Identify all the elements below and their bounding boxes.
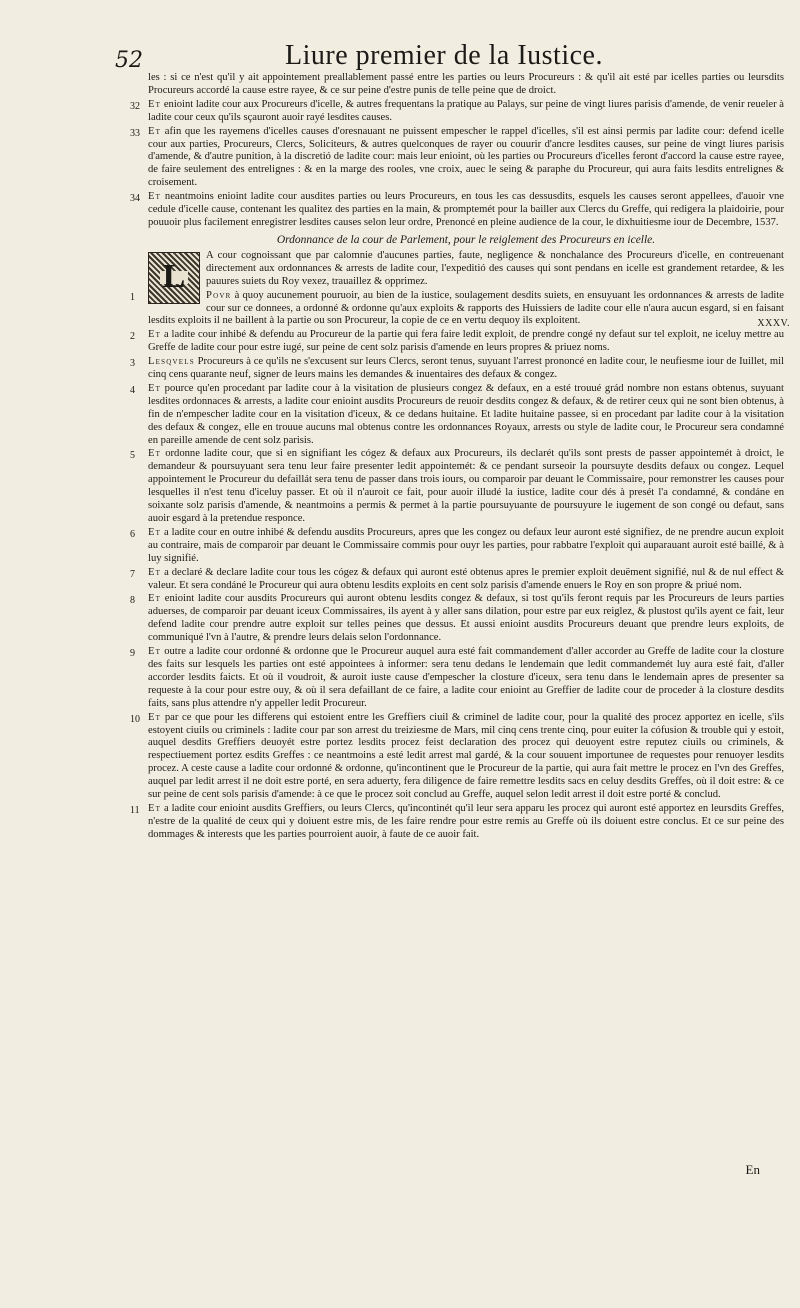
paragraph — [130, 289, 784, 329]
paragraph-number: 6 — [130, 528, 135, 540]
catchword: En — [745, 1162, 760, 1177]
paragraph — [130, 125, 784, 191]
paragraph-text: afin que les rayemens d'icelles causes d'oresnauant ne puissent empescher le rappel d'icelles, s'il est ainsi permis par ladite cour: defend icelle cour aux parties, Procureurs, Clercs, Soliciteurs, & autres quelconques de rayer ou couurir d'ancre lesdites causes, sur peine de vingt liures parisis d'amende, & d'autre punition, à la discretió de ladite cour: mais leur enioint, où les parties ou Procureurs d'icelles feront d'accord la cause estre rayee, de faire seulement des entrelignes : & en la marge des rooles, vne croix, auec le seing & paraphe du Procureur, qui aura faits lesdits entrelignes & croisement. — [148, 125, 784, 189]
paragraph — [130, 191, 784, 230]
paragraph-lead-word: Et — [148, 98, 162, 110]
paragraph-lead-word: Et — [148, 125, 162, 137]
paragraph-text: neantmoins enioint ladite cour ausdites parties ou leurs Procureurs, en tous les cas dessusdits, esquels les causes seront appellees, d'auoir vne cedule d'icelle cause, contenant les qualitez des parties en la main, & promptemét pour la bailler aux Clercs du Greffe, qui redigera la plaidoirie, pour pouuoir plus facilement enregistrer lesdites causes selon leur ordre, Prenoncé en pleine audience de la cour, le dixhuitiesme iour de Decembre, 1537. — [148, 191, 784, 228]
paragraph-number: 11 — [130, 804, 140, 816]
paragraph-text: outre a ladite cour ordonné & ordonne que le Procureur auquel aura esté fait commandement d'aller accorder au Greffe de ladite cour la closture des faits sur lesquels les parties ont esté appointees à informer: sera tenu dedans le lendemain que ledit commandemét luy aura esté fait, d'aller accorder lesdits faicts. Et où il voudroit, & auroit iuste cause d'empescher la closture d'iceux, sera tenu dans le lendemain apres de presenter sa requeste à la cour pour estre ouy, & où il sera defaillant de ce faire, a ladite cour enioint au Greffier de ladite cour de proceder à la closture desdits faits, sans plus attendre n'y appeller ledit Procureur. — [148, 646, 784, 709]
top-paragraphs — [130, 72, 784, 230]
paragraph-lead-word: Et — [148, 566, 162, 578]
paragraph — [130, 802, 784, 842]
paragraph-number: 34 — [130, 193, 140, 205]
paragraph-number: 32 — [130, 100, 140, 112]
paragraph — [130, 526, 784, 566]
paragraph — [130, 356, 784, 382]
paragraph-number: 9 — [130, 648, 135, 660]
paragraph-number: 2 — [130, 331, 135, 343]
paragraph — [130, 593, 784, 645]
paragraph — [130, 382, 784, 448]
paragraph — [130, 711, 784, 802]
paragraph-number: 5 — [130, 450, 135, 462]
paragraph — [130, 566, 784, 593]
paragraph-text: ordonne ladite cour, que si en signifiant les cógez & defaux aux Procureurs, ils declarét qu'ils sont prests de passer appointemét à droict, le demandeur & poursuyuant sera tenu leur faire presenter ledit appointemét: & ce pendant surseoir la poursuyte desdits defaux ou congez. Lequel appointement le Procureur du defaillát sera tenu de passer dans trois iours, ou comparoir par deuant le Commissaire, pour remonstrer les causes pour lesquelles il n'est tenu d'iceluy passer. Et où il n'auroit ce fait, pour auoir illudé la iustice, ladite cour dés à presét l'a condamné, & condáne en soixante solz parisis d'amende, & neantmoins a permis & permet à la partie poursuyuante de poursuyure le iugement de son congé ou defaut, sans auoir esgard à la pretendue responce. — [148, 448, 784, 524]
paragraph-lead-word: Et — [148, 191, 162, 203]
paragraph — [130, 329, 784, 355]
paragraph — [130, 646, 784, 711]
paragraph-text: les : si ce n'est qu'il y ait appointement preallablement passé entre les parties ou leurs Procureurs : & qu'il ait esté par icelles parties ou leursdits Procureurs accordé la cause estre rayee, & ce sur peine d'estre punis de telle peine que de droict. — [148, 72, 784, 96]
paragraph-number: 10 — [130, 713, 140, 725]
paragraph-lead-word: Et — [148, 329, 162, 341]
paragraph-lead-word: Et — [148, 593, 162, 605]
drop-cap-letter: L — [160, 271, 189, 284]
paragraph-number: 1 — [130, 291, 135, 303]
paragraph-text: a declaré & declare ladite cour tous les cógez & defaux qui auront esté obtenus apres le premier exploit deuëment signifié, nul & de nul effect & valeur. Et sera condáné le Procureur qui aura obtenu lesdits exploits en cent solz parisis d'amende enuers le Roy en son propre & priué nom. — [148, 566, 784, 591]
paragraph-lead-word: Et — [148, 526, 162, 538]
paragraph-lead-word: Lesqvels — [148, 356, 195, 368]
paragraph — [148, 72, 784, 98]
paragraph-lead-word: Povr — [206, 289, 232, 301]
paragraph-text: a ladite cour en outre inhibé & defendu ausdits Procureurs, apres que les congez ou defaux leur auront esté signifiez, de ne prendre aucun exploit au contraire, mais de comparoir par deuant le Commissaire commis pour ouyr les parties, pour rabbatre l'exploit qui auparauant auroit esté baillé, & à luy signifié. — [148, 526, 784, 564]
paragraph — [130, 98, 784, 125]
paragraph-lead-word: Et — [148, 646, 162, 658]
paragraph-text: a ladite cour enioint ausdits Greffiers, ou leurs Clercs, qu'incontinét qu'il leur sera apparu les procez qui auront esté apportez en leursdits Greffes, n'estre de la qualité de ceux qui y doiuent estre mis, de les faire rendre pour estre remis au Greffe où ils doiuent estre conclus. Et ce sur peine des dommages & interests que les parties pourroient auoir, à faute de ce auoir fait. — [148, 802, 784, 840]
paragraph-number: 4 — [130, 384, 135, 396]
paragraph-number: 7 — [130, 568, 135, 580]
paragraph-number: 3 — [130, 358, 135, 370]
paragraph-text: pource qu'en procedant par ladite cour à la visitation de plusieurs congez & defaux, en a esté trouué grád nombre non estans obtenus, suyuant lesdites ordonnaces & arrests, a ladite cour enioint ausdits Procureurs de reuoir desdits congez & defaux, & de retirer ceux qui ne sont bien obtenus, à fin de n'empescher ladite cour en la visitation d'iceux, & ce dedans huitaine. Et ladite huitaine passee, si en procedant par ladite cour à la visitation des defaux & congez, elle en trouue aucuns mal obtenus contre les ordonnances Royaux, arrests ou style de ladite cour, le Procureur sera condamné en pareille amende de cent solz parisis. — [148, 382, 784, 446]
paragraph-lead-word: Et — [148, 711, 162, 723]
page-body — [130, 72, 784, 843]
paragraph-text: Procureurs à ce qu'ils ne s'excusent sur leurs Clercs, seront tenus, suyuant l'arrest prononcé en ladite cour, le neufiesme iour de Iuillet, mil cinq cens quarante neuf, signer de leurs mains les demandes & inuentaires des defaux & congez. — [148, 356, 784, 381]
article-list — [130, 289, 784, 842]
paragraph-number: 33 — [130, 127, 140, 139]
paragraph — [130, 448, 784, 525]
margin-note: XXXV. — [757, 318, 790, 329]
paragraph-text: par ce que pour les differens qui estoient entre les Greffiers ciuil & criminel de ladite cour, pour la qualité des procez apportez en icelle, s'ils estoyent ciuils ou criminels : ladite cour par son arrest du treiziesme de Mars, mil cinq cens trente cinq, pour euiter la cófusion & trouble qui y estoit, auquel desdits Greffiers deuoyét estre portez lesdits procez feist declaration des procez qui deuoyent estre reputez ciuils ou criminels, & respectiuement portez esdits Greffes : ce neantmoins a esté ledit arrest mal gardé, & la cour souuent importunee de requestes pour renuoyer lesdits procez. A ceste cause a ladite cour ordonné & ordonne, qu'incontinent que le Procureur de la partie, qui aura fait mettre le procez en l'vn des Greffes, auquel par ledit arrest il ne doit estre porté, en sera aduerty, fera diligence de faire remettre lesdits sacs en celuy desdits Greffes, où il doit estre: & ce sur peine de cent sols parisis d'amende: à ce que le procez soit conclud au Greffe, auquel selon ledit arrest il doit estre porté & conclud. — [148, 711, 784, 801]
ordonnance-heading: Ordonnance de la cour de Parlement, pour le reiglement des Procureurs en icelle. — [276, 233, 656, 246]
paragraph-number: 8 — [130, 595, 135, 607]
running-head: Liure premier de la Iustice. — [285, 40, 603, 71]
paragraph-lead-word: Et — [148, 382, 162, 394]
page-header — [115, 34, 675, 74]
paragraph-text: enioint ladite cour aux Procureurs d'icelle, & autres frequentans la pratique au Palays, sur peine de vingt liures parisis d'amende, de venir reueler à ladite cour ceux qu'ils sçauront auoir rayé lesdites causes. — [148, 98, 784, 123]
paragraph-text: enioint ladite cour ausdits Procureurs qui auront obtenu lesdits congez & defaux, si tost qu'ils feront requis par les Procureurs de leurs parties aduerses, de comparoir par deuant iceux Commissaires, ils ayent à y aller sans dilation, pour estre par eux reiglez, & plustost qu'ils ayent ce fait, leur defend ladite cour prendre autre exploit sur telles peines que dessus. Et aussi enioint ausdits Procureurs deuant que prendre leurs exploits, de communiqué l'vn à l'autre, & prendre leurs delais selon l'ordonnance. — [148, 593, 784, 644]
paragraph-text: a ladite cour inhibé & defendu au Procureur de la partie qui fera faire ledit exploit, de prendre congé ny defaut sur tel exploit, ne iceluy mettre au Greffe de ladite cour pour estre iugé, sur peine de cent solz parisis d'amende en leurs propres & priuez noms. — [148, 329, 784, 354]
paragraph-lead-word: Et — [148, 448, 162, 460]
intro-text: A cour cognoissant que par calomnie d'aucunes parties, faute, negligence & nonchalance des Procureurs d'icelle, en contreuenant directement aux ordonnances & arrests de ladite cour, l'expeditió des causes qui sont pendans en icelle est grandement retardee, & les pauures suiets du Roy vexez, trauaillez & opprimez. — [206, 249, 784, 287]
paragraph-text: à quoy aucunement pouruoir, au bien de la iustice, soulagement desdits suiets, en ensuyuant les ordonnances & arrests de ladite cour sur ce donnees, a ordonné & ordonne qu'aux exploits & rapports des Huissiers de ladite cour elle n'aura aucun esgard, si en faisant lesdits exploits il ne baillent à la partie ou son Procureur, la copie de ce en vertu dequoy ils exploitent. — [148, 289, 784, 327]
page-number: 52 — [115, 48, 143, 73]
paragraph-lead-word: Et — [148, 802, 162, 814]
